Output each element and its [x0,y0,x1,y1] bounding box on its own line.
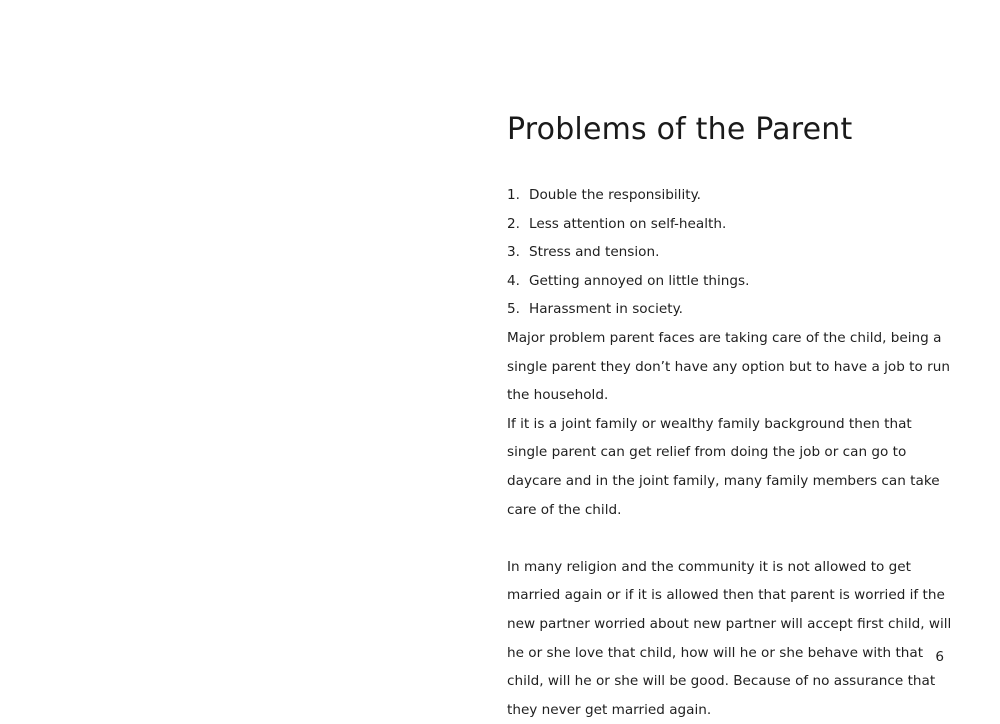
list-item [507,210,953,239]
page-title: Problems of the Parent [507,112,853,147]
paragraph-remarriage: In many religion and the community it is not allowed to get married again or if it is allowed then that parent is worried if the new partner worried about new partner will accept first child, will he or she love that child, how will he or she behave with that child, will he or she will be good. Because of no assurance that they never get married again. [507,558,952,718]
list-item-text: Stress and tension. [529,244,660,261]
page-number: 6 [935,649,944,665]
list-item [507,295,953,324]
list-item [507,267,953,296]
list-item-text: Double the responsibility. [529,187,701,203]
paragraph-joint-family: If it is a joint family or wealthy family background then that single parent can get relief from doing the job or can go to daycare and in the joint family, many family members can take care of the child. [507,415,940,518]
list-item-number: 4. [507,272,520,289]
page-content [507,181,953,724]
problems-list [507,181,953,324]
paragraph-single-parent-job: Major problem parent faces are taking care of the child, being a single parent they don’t have any option but to have a job to run the household. [507,329,950,404]
list-item-text: Getting annoyed on little things. [529,272,750,289]
list-item-number: 2. [507,215,520,232]
list-item [507,238,953,267]
list-item-number: 1. [507,187,520,203]
list-item [507,181,953,210]
list-item-text: Less attention on self-health. [529,215,727,232]
list-item-number: 3. [507,244,520,261]
paragraph-spacer [507,524,953,553]
list-item-text: Harassment in society. [529,301,683,318]
list-item-number: 5. [507,301,520,318]
